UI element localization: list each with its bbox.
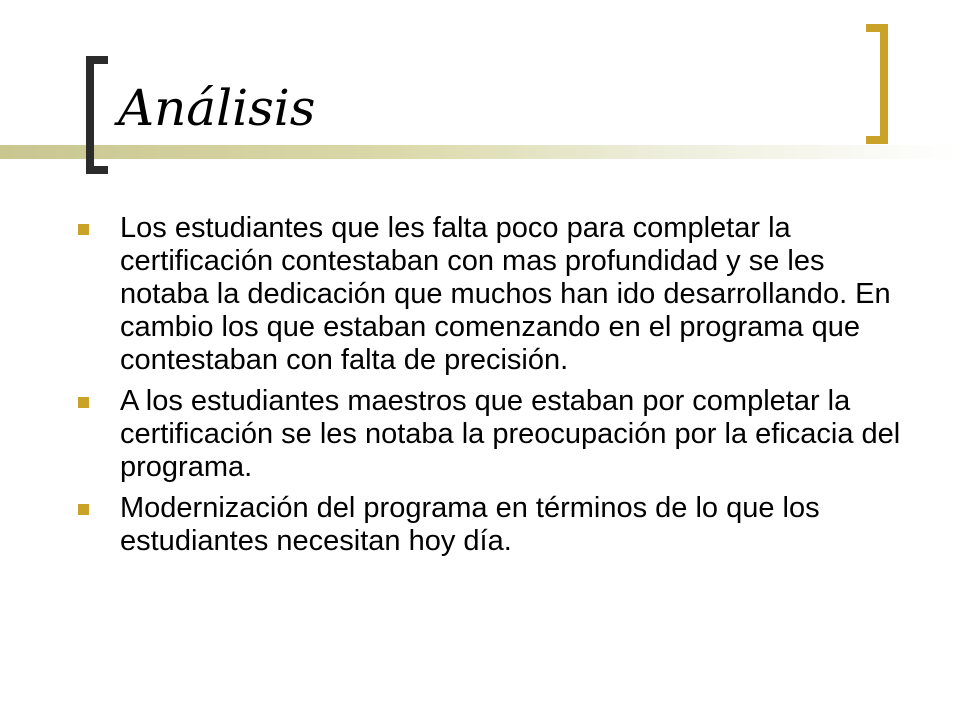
title-gradient-band	[0, 145, 960, 159]
square-bullet-icon	[78, 397, 89, 408]
right-bracket-decoration	[866, 24, 888, 144]
bullet-text: Los estudiantes que les falta poco para completar la certificación contestaban con mas profundidad y se les notaba la dedicación que muchos han ido desarrollando. En cambio los que estaban comenzando en el programa que contestaban con falta de precisión.	[120, 212, 891, 376]
bullet-item	[76, 212, 916, 377]
bullet-item	[76, 385, 916, 484]
bullet-item	[76, 492, 916, 558]
left-bracket-decoration	[86, 56, 108, 174]
bullet-list	[76, 212, 916, 566]
square-bullet-icon	[78, 224, 89, 235]
bullet-text: Modernización del programa en términos de lo que los estudiantes necesitan hoy día.	[120, 492, 820, 557]
bullet-text: A los estudiantes maestros que estaban por completar la certificación se les notaba la preocupación por la eficacia del programa.	[120, 385, 901, 483]
square-bullet-icon	[78, 504, 89, 515]
slide-title: Análisis	[118, 79, 316, 137]
